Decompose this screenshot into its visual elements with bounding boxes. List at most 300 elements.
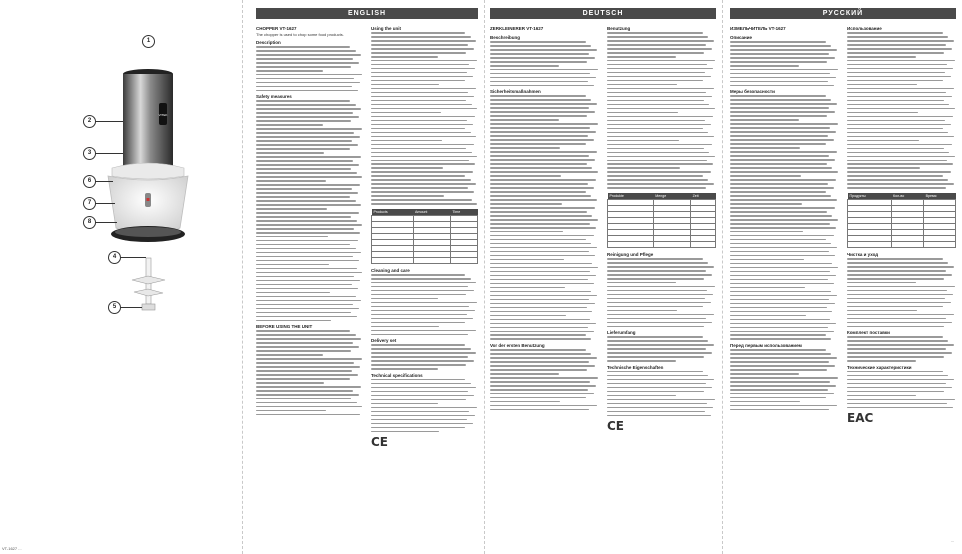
- text-line: [371, 144, 474, 146]
- leader-5: [120, 307, 142, 308]
- text-line: [490, 77, 596, 79]
- text-line: [847, 88, 954, 90]
- text-line: [607, 52, 704, 54]
- text-line: [256, 180, 326, 182]
- russian-section-before-use: Перед первым использованием: [730, 343, 802, 349]
- text-line: [371, 48, 474, 50]
- text-line: [847, 395, 916, 397]
- text-line: [256, 104, 356, 106]
- text-line: [607, 278, 704, 280]
- text-line: [730, 307, 827, 309]
- text-line: [490, 215, 592, 217]
- text-line: [256, 152, 324, 154]
- text-line: [371, 152, 472, 154]
- russian-section-safety: Меры безопасности: [730, 89, 775, 95]
- text-line: [847, 60, 955, 62]
- text-line: [607, 152, 709, 154]
- text-line: [371, 44, 468, 46]
- text-line: [730, 361, 829, 363]
- deutsch-table-header-products: Produkte: [608, 193, 654, 200]
- text-line: [490, 95, 586, 97]
- text-line: [490, 373, 559, 375]
- text-line: [730, 323, 836, 325]
- text-line: [607, 104, 709, 106]
- text-line: [490, 143, 586, 145]
- text-line: [371, 334, 468, 336]
- text-line: [490, 53, 589, 55]
- text-line: [371, 120, 467, 122]
- text-line: [847, 72, 945, 74]
- text-line: [607, 187, 706, 189]
- text-line: [607, 183, 714, 185]
- ce-mark-english: CE: [371, 434, 389, 449]
- text-line: [847, 44, 946, 46]
- text-line: [490, 171, 598, 173]
- callout-3: 3: [83, 147, 96, 160]
- text-line: [730, 163, 827, 165]
- russian-col-2: [847, 23, 956, 541]
- text-line: [847, 322, 952, 324]
- table-cell: [691, 241, 716, 247]
- text-line: [847, 326, 944, 328]
- text-line: [256, 358, 362, 360]
- callout-2: 2: [83, 115, 96, 128]
- text-line: [490, 179, 596, 181]
- text-line: [256, 378, 350, 380]
- text-line: [256, 236, 328, 238]
- text-line: [256, 164, 359, 166]
- text-line: [607, 403, 707, 405]
- text-line: [490, 401, 560, 403]
- text-line: [490, 73, 590, 75]
- text-line: [256, 354, 323, 356]
- text-line: [256, 192, 358, 194]
- text-line: [490, 279, 588, 281]
- deutsch-col-1: [490, 23, 599, 541]
- text-line: [730, 49, 837, 51]
- deutsch-table-header-amount: Menge: [653, 193, 690, 200]
- russian-section-delivery: Комплект поставки: [847, 330, 890, 336]
- text-line: [371, 419, 467, 421]
- text-line: [490, 203, 562, 205]
- text-line: [730, 283, 834, 285]
- text-line: [256, 120, 351, 122]
- text-line: [730, 119, 799, 121]
- text-line: [490, 231, 563, 233]
- text-line: [847, 360, 916, 362]
- text-line: [490, 61, 587, 63]
- text-line: [847, 187, 946, 189]
- text-line: [490, 167, 592, 169]
- text-line: [256, 350, 351, 352]
- text-line: [371, 40, 476, 42]
- ce-mark-deutsch: CE: [607, 418, 625, 433]
- chopper-illustration: [0, 8, 240, 544]
- text-line: [847, 116, 953, 118]
- text-line: [371, 88, 476, 90]
- text-line: [256, 62, 359, 64]
- text-line: [490, 263, 592, 265]
- text-line: [607, 148, 704, 150]
- text-line: [847, 290, 947, 292]
- text-line: [607, 167, 680, 169]
- text-line: [847, 48, 952, 50]
- text-line: [256, 196, 350, 198]
- text-line: [371, 76, 473, 78]
- text-line: [730, 147, 800, 149]
- text-line: [256, 148, 350, 150]
- deutsch-section-safety: Sicherheitsmaßnahmen: [490, 89, 541, 95]
- text-line: [256, 268, 357, 270]
- english-text-block-4: [371, 32, 478, 205]
- text-line: [607, 270, 706, 272]
- text-line: [371, 128, 465, 130]
- text-line: [847, 278, 944, 280]
- table-cell: [608, 241, 654, 247]
- text-line: [256, 160, 353, 162]
- english-text-block-5: [371, 274, 478, 335]
- text-line: [371, 344, 465, 346]
- text-line: [371, 160, 469, 162]
- text-line: [256, 54, 361, 56]
- text-line: [256, 300, 361, 302]
- text-line: [607, 60, 715, 62]
- text-line: [490, 327, 588, 329]
- deutsch-text-block-2: [490, 95, 599, 340]
- text-line: [371, 360, 474, 362]
- text-line: [847, 104, 949, 106]
- text-line: [730, 239, 826, 241]
- text-line: [371, 431, 439, 433]
- text-line: [371, 274, 465, 276]
- text-line: [847, 314, 954, 316]
- text-line: [730, 171, 838, 173]
- text-line: [847, 156, 955, 158]
- table-row: [608, 241, 716, 247]
- text-line: [730, 243, 831, 245]
- text-line: [730, 175, 801, 177]
- deutsch-text-block-1: [490, 41, 599, 86]
- text-line: [490, 127, 590, 129]
- text-line: [607, 407, 713, 409]
- text-line: [730, 357, 837, 359]
- text-line: [847, 80, 943, 82]
- text-line: [256, 232, 360, 234]
- text-line: [730, 207, 835, 209]
- text-line: [607, 144, 712, 146]
- text-line: [256, 320, 331, 322]
- text-line: [847, 336, 943, 338]
- text-line: [847, 286, 955, 288]
- russian-text-block-6: [847, 336, 956, 362]
- text-line: [256, 398, 351, 400]
- text-line: [607, 32, 703, 34]
- text-line: [847, 371, 943, 373]
- text-line: [490, 365, 595, 367]
- text-line: [371, 167, 443, 169]
- text-line: [490, 119, 559, 121]
- text-line: [607, 132, 708, 134]
- russian-text-block-7: [847, 371, 956, 408]
- leader-7: [95, 203, 115, 204]
- text-line: [607, 163, 713, 165]
- text-line: [371, 124, 473, 126]
- text-line: [607, 258, 703, 260]
- text-line: [371, 411, 469, 413]
- russian-header: РУССКИЙ: [730, 8, 956, 19]
- text-line: [730, 135, 828, 137]
- text-line: [607, 140, 679, 142]
- text-line: [490, 103, 597, 105]
- text-line: [371, 52, 466, 54]
- text-line: [847, 379, 954, 381]
- text-line: [256, 272, 362, 274]
- text-line: [256, 260, 359, 262]
- text-line: [371, 84, 439, 86]
- text-line: [847, 403, 947, 405]
- text-line: [256, 82, 360, 84]
- text-line: [371, 290, 474, 292]
- text-line: [607, 399, 715, 401]
- text-line: [371, 136, 476, 138]
- text-line: [256, 46, 350, 48]
- text-line: [607, 360, 676, 362]
- text-line: [847, 167, 920, 169]
- russian-text-block-3: [730, 349, 839, 410]
- text-line: [730, 267, 838, 269]
- callout-6: 6: [83, 175, 96, 188]
- text-line: [256, 100, 350, 102]
- text-line: [371, 294, 466, 296]
- text-line: [256, 284, 352, 286]
- english-section-before-use: BEFORE USING THE UNIT: [256, 324, 313, 330]
- text-line: [490, 271, 590, 273]
- text-line: [847, 144, 952, 146]
- leader-4: [120, 257, 146, 258]
- text-line: [256, 70, 323, 72]
- text-line: [256, 346, 359, 348]
- russian-table-header-time: Время: [924, 193, 956, 200]
- text-line: [490, 199, 597, 201]
- text-line: [607, 40, 714, 42]
- text-line: [490, 123, 598, 125]
- text-line: [847, 282, 916, 284]
- text-line: [490, 299, 589, 301]
- text-line: [730, 279, 828, 281]
- text-line: [490, 243, 591, 245]
- table-cell: [653, 241, 690, 247]
- text-line: [730, 111, 835, 113]
- text-line: [490, 151, 597, 153]
- text-line: [490, 267, 598, 269]
- text-line: [607, 116, 713, 118]
- text-line: [490, 303, 595, 305]
- english-section-specs: Technical specifications: [371, 372, 423, 378]
- text-line: [371, 322, 465, 324]
- text-line: [371, 96, 474, 98]
- text-line: [607, 322, 712, 324]
- english-table-header-time: Time: [450, 209, 477, 216]
- text-line: [847, 36, 948, 38]
- deutsch-table: [607, 193, 716, 248]
- text-line: [256, 244, 350, 246]
- text-line: [607, 64, 707, 66]
- table-cell: [891, 241, 924, 247]
- text-line: [490, 187, 594, 189]
- text-line: [847, 294, 953, 296]
- text-line: [371, 326, 439, 328]
- text-line: [607, 76, 711, 78]
- leader-8: [95, 222, 117, 223]
- figure-panel: [0, 8, 240, 551]
- text-line: [847, 100, 944, 102]
- text-line: [730, 327, 828, 329]
- text-line: [490, 183, 588, 185]
- text-line: [371, 163, 475, 165]
- text-line: [256, 184, 360, 186]
- text-line: [730, 159, 835, 161]
- text-line: [607, 175, 703, 177]
- text-line: [607, 120, 705, 122]
- text-line: [490, 111, 595, 113]
- text-line: [730, 77, 836, 79]
- russian-table-header-products: Продукты: [848, 193, 892, 200]
- text-line: [730, 334, 826, 336]
- deutsch-title: ZERKLEINERER VT-1627: [490, 26, 544, 31]
- text-line: [847, 120, 945, 122]
- text-line: [607, 344, 714, 346]
- text-line: [256, 124, 323, 126]
- text-line: [607, 302, 711, 304]
- text-line: [371, 403, 438, 405]
- text-line: [730, 99, 831, 101]
- fold-line-3: [722, 0, 723, 554]
- text-line: [730, 295, 837, 297]
- text-line: [371, 156, 477, 158]
- english-intro: The chopper is used to chop some food products.: [256, 32, 344, 37]
- text-line: [490, 85, 594, 87]
- text-line: [256, 50, 356, 52]
- text-line: [490, 369, 587, 371]
- text-line: [847, 306, 943, 308]
- deutsch-section-delivery: Lieferumfang: [607, 330, 636, 336]
- text-line: [847, 175, 943, 177]
- text-line: [730, 85, 834, 87]
- english-text-block-2: [256, 100, 363, 321]
- text-line: [490, 115, 587, 117]
- text-line: [607, 92, 706, 94]
- text-line: [607, 108, 715, 110]
- text-line: [256, 240, 358, 242]
- text-line: [490, 235, 594, 237]
- text-line: [256, 256, 353, 258]
- text-line: [256, 308, 359, 310]
- text-line: [371, 72, 467, 74]
- text-line: [847, 52, 944, 54]
- text-line: [730, 393, 834, 395]
- text-line: [371, 187, 468, 189]
- text-line: [490, 307, 587, 309]
- text-line: [256, 208, 327, 210]
- text-line: [607, 348, 706, 350]
- text-line: [256, 204, 361, 206]
- text-line: [730, 131, 836, 133]
- text-line: [490, 397, 586, 399]
- text-line: [371, 395, 474, 397]
- text-line: [730, 373, 799, 375]
- text-line: [490, 41, 586, 43]
- text-line: [607, 395, 676, 397]
- text-line: [607, 36, 708, 38]
- table-row: [372, 257, 478, 263]
- text-line: [371, 415, 475, 417]
- english-section-description: Description: [256, 40, 281, 45]
- text-line: [490, 295, 597, 297]
- text-line: [730, 115, 827, 117]
- footer-right: ...: [950, 538, 954, 543]
- text-line: [256, 276, 354, 278]
- text-line: [730, 187, 834, 189]
- text-line: [256, 90, 358, 92]
- text-line: [256, 304, 353, 306]
- text-line: [847, 298, 945, 300]
- text-line: [730, 259, 804, 261]
- text-line: [847, 407, 953, 409]
- text-line: [490, 207, 595, 209]
- text-line: [256, 168, 351, 170]
- english-table-header-amount: Amount: [413, 209, 450, 216]
- text-line: [490, 239, 586, 241]
- text-line: [256, 394, 359, 396]
- deutsch-table-header-time: Zeit: [691, 193, 716, 200]
- text-line: [371, 348, 471, 350]
- text-line: [607, 266, 714, 268]
- text-line: [730, 167, 832, 169]
- text-line: [256, 386, 361, 388]
- text-line: [847, 391, 944, 393]
- english-header: ENGLISH: [256, 8, 478, 19]
- text-line: [490, 349, 586, 351]
- text-line: [256, 228, 354, 230]
- text-line: [847, 128, 943, 130]
- text-line: [730, 139, 834, 141]
- text-line: [730, 73, 830, 75]
- text-line: [490, 227, 596, 229]
- text-line: [607, 352, 712, 354]
- text-line: [730, 251, 829, 253]
- text-line: [847, 356, 944, 358]
- text-line: [730, 107, 829, 109]
- text-line: [490, 361, 589, 363]
- english-section-delivery: Delivery set: [371, 338, 397, 344]
- text-line: [490, 139, 594, 141]
- text-line: [607, 124, 711, 126]
- text-line: [371, 391, 468, 393]
- text-line: [730, 123, 838, 125]
- text-line: [490, 191, 586, 193]
- text-line: [256, 390, 353, 392]
- text-line: [607, 160, 707, 162]
- text-line: [730, 401, 800, 403]
- text-line: [730, 151, 837, 153]
- russian-text-block-4: [847, 32, 956, 189]
- text-line: [371, 179, 471, 181]
- text-line: [607, 387, 712, 389]
- text-line: [371, 286, 468, 288]
- text-line: [371, 199, 472, 201]
- text-line: [730, 365, 835, 367]
- text-line: [730, 291, 831, 293]
